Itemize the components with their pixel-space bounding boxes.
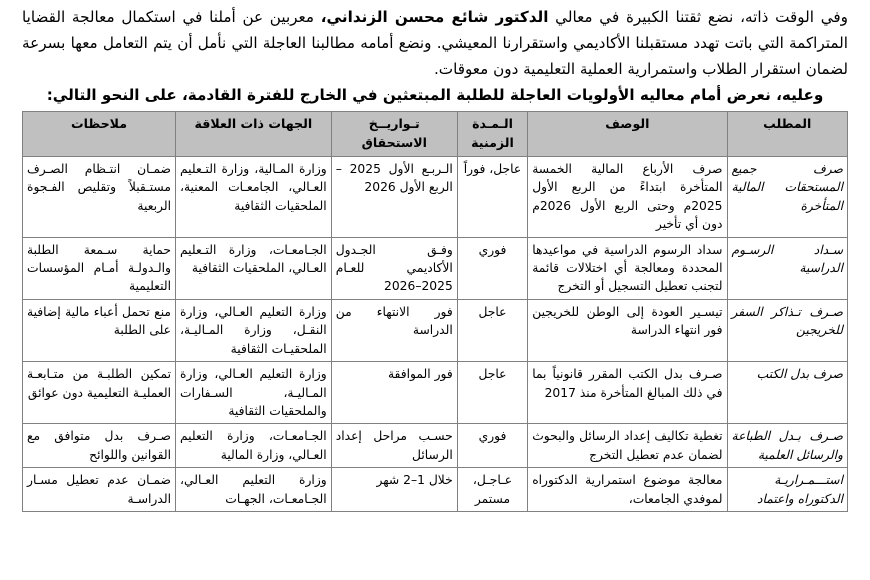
cell-demand: صرف جميع المستحقات المالية المتأخرة: [727, 156, 848, 237]
cell-duration: عـاجـل، مستمر: [457, 468, 527, 512]
cell-duration: عاجل: [457, 299, 527, 361]
cell-description: تغطية تكاليف إعداد الرسائل والبحوث لضمان عدم تعطيل التخرج: [528, 424, 727, 468]
intro-bold-name: الدكتور شائع محسن الزنداني،: [320, 8, 549, 26]
cell-dates: فور الموافقة: [331, 362, 457, 424]
cell-demand: صـرف بـدل الطباعة والرسائل العلمية: [727, 424, 848, 468]
cell-demand: صـرف تـذاكر السفر للخريجين: [727, 299, 848, 361]
cell-dates: وفـق الجـدول الأكاديمي للعـام 2025–2026: [331, 237, 457, 299]
cell-duration: عاجل: [457, 362, 527, 424]
intro-text-part1: وفي الوقت ذاته، نضع ثقتنا الكبيرة في معالي: [548, 8, 848, 26]
cell-notes: ضمـان عدم تعطيل مسـار الدراسـة: [23, 468, 176, 512]
cell-parties: وزارة المـالية، وزارة التـعليم العـالي، الجامعـات المعنية، الملحقيات الثقافية: [176, 156, 332, 237]
cell-dates: حسـب مراحل إعداد الرسائل: [331, 424, 457, 468]
cell-parties: وزارة التعليم العـالي، وزارة المـاليـة، السـفارات والملحقيات الثقافية: [176, 362, 332, 424]
cell-notes: صـرف بدل متوافق مع القوانين واللوائح: [23, 424, 176, 468]
table-row: [23, 362, 848, 424]
cell-duration: عاجل، فوراً: [457, 156, 527, 237]
column-header-demand: المطلب: [727, 111, 848, 156]
cell-dates: فور الانتهاء من الدراسة: [331, 299, 457, 361]
column-header-duration: الـمـدة الزمنية: [457, 111, 527, 156]
intro-text-part2: معربين عن أملنا في استكمال معالجة القضايا المتراكمة التي باتت تهدد مستقبلنا الأكاديمي واستقرارنا المعيشي. ونضع أمامه مطالبنا العاجلة التي نأمل أن يتم التعامل معها بسرعة لضمان استقرار الطلاب واستمرارية العملية التعليمية دون معوقات.: [22, 8, 848, 79]
column-header-description: الوصف: [528, 111, 727, 156]
cell-dates: خلال 1–2 شهر: [331, 468, 457, 512]
cell-parties: وزارة التعليم العـالي، وزارة النقـل، وزارة المـاليـة، الملحقيـات الثقافية: [176, 299, 332, 361]
column-header-notes: ملاحظات: [23, 111, 176, 156]
cell-description: صرف الأرباع المالية الخمسة المتأخرة ابتداءً من الربع الأول 2025م وحتى الربع الأول 2026م دون أي تأخير: [528, 156, 727, 237]
column-header-dates: تـواريــخ الاستحقاق: [331, 111, 457, 156]
cell-notes: ضمـان انتـظام الصـرف مستـقبلاً وتقليص الفـجوة الربعية: [23, 156, 176, 237]
cell-parties: الجـامعـات، وزارة التـعليم العـالي، الملحقيات الثقافية: [176, 237, 332, 299]
column-header-parties: الجهات ذات العلاقة: [176, 111, 332, 156]
cell-description: معالجة موضوع استمرارية الدكتوراه لموفدي الجامعات،: [528, 468, 727, 512]
intro-paragraph: [22, 4, 848, 82]
table-row: [23, 424, 848, 468]
cell-parties: وزارة التعليم العـالي، الجـامعـات، الجهـات: [176, 468, 332, 512]
cell-demand: سـداد الرسـوم الدراسية: [727, 237, 848, 299]
cell-notes: تمكين الطلبـة من متـابعـة العمليـة التعليمية دون عوائق: [23, 362, 176, 424]
cell-dates: الـربـع الأول 2025 – الربع الأول 2026: [331, 156, 457, 237]
cell-notes: حماية سـمعة الطلبة والـدولـة أمـام المؤسسات التعليمية: [23, 237, 176, 299]
cell-duration: فوري: [457, 237, 527, 299]
cell-description: سداد الرسوم الدراسية في مواعيدها المحددة ومعالجة أي اختلالات قائمة لتجنب تعطيل التسجيل أو التخرج: [528, 237, 727, 299]
priorities-table: [22, 111, 848, 512]
cell-notes: منع تحمل أعباء مالية إضافية على الطلبة: [23, 299, 176, 361]
table-row: [23, 468, 848, 512]
cell-demand: صرف بدل الكتب: [727, 362, 848, 424]
cell-duration: فوري: [457, 424, 527, 468]
table-body: [23, 156, 848, 511]
table-header-row: [23, 111, 848, 156]
cell-description: صـرف بدل الكتب المقرر قانونياً بما في ذلك المبالغ المتأخرة منذ 2017: [528, 362, 727, 424]
table-row: [23, 299, 848, 361]
cell-description: تيسـير العودة إلى الوطن للخريجين فور انتهاء الدراسة: [528, 299, 727, 361]
cell-parties: الجـامعـات، وزارة التعليم العـالي، وزارة المالية: [176, 424, 332, 468]
table-row: [23, 156, 848, 237]
table-row: [23, 237, 848, 299]
lead-line: وعليه، نعرض أمام معاليه الأولويات العاجلة للطلبة المبتعثين في الخارج للفترة القادمة، على النحو التالي:: [46, 86, 824, 105]
cell-demand: استـــمـراريـة الدكتوراه واعتماد: [727, 468, 848, 512]
